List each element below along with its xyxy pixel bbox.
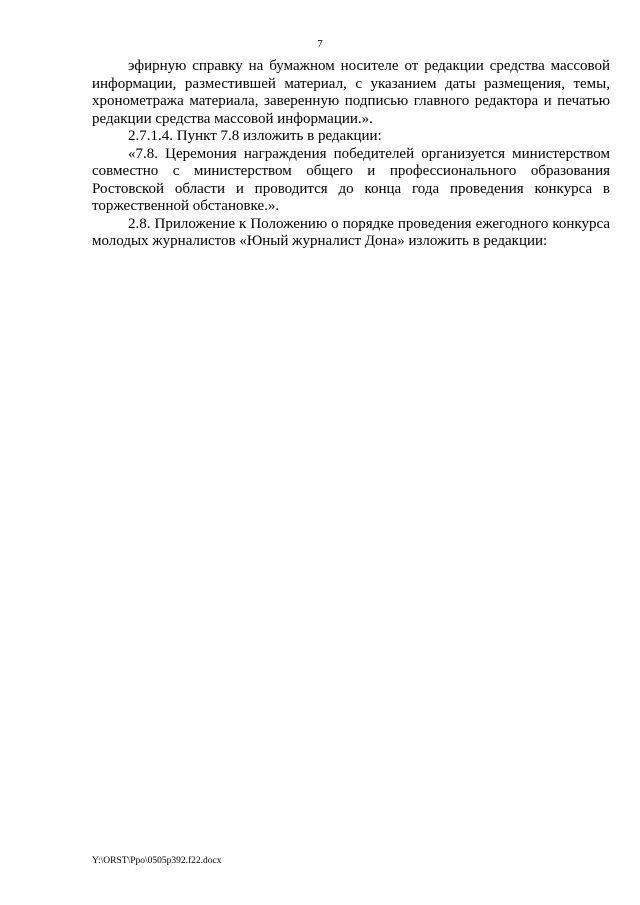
paragraph-item-2-7-1-4: 2.7.1.4. Пункт 7.8 изложить в редакции:: [128, 128, 382, 144]
paragraph-item-2-8: 2.8. Приложение к Положению о порядке проведения ежегодного конкурса молодых журналистов «Юный журналист Дона» изложить в редакции:: [92, 215, 610, 249]
document-body: [92, 58, 610, 251]
paragraph-item-7-8: «7.8. Церемония награждения победителей организуется министерством совместно с министерством общего и профессионального образования Ростовской области и проводится до конца года проведения конкурса в торжественной обстановке.».: [92, 145, 610, 214]
footer-file-path: Y:\ORST\Ppo\0505p392.f22.docx: [92, 856, 222, 866]
paragraph-continuation: эфирную справку на бумажном носителе от редакции средства массовой информации, разместившей материал, с указанием даты размещения, темы, хронометража материала, заверенную подписью главного редактора и печатью редакции средства массовой информации.».: [92, 58, 610, 127]
page-number: 7: [317, 38, 323, 50]
